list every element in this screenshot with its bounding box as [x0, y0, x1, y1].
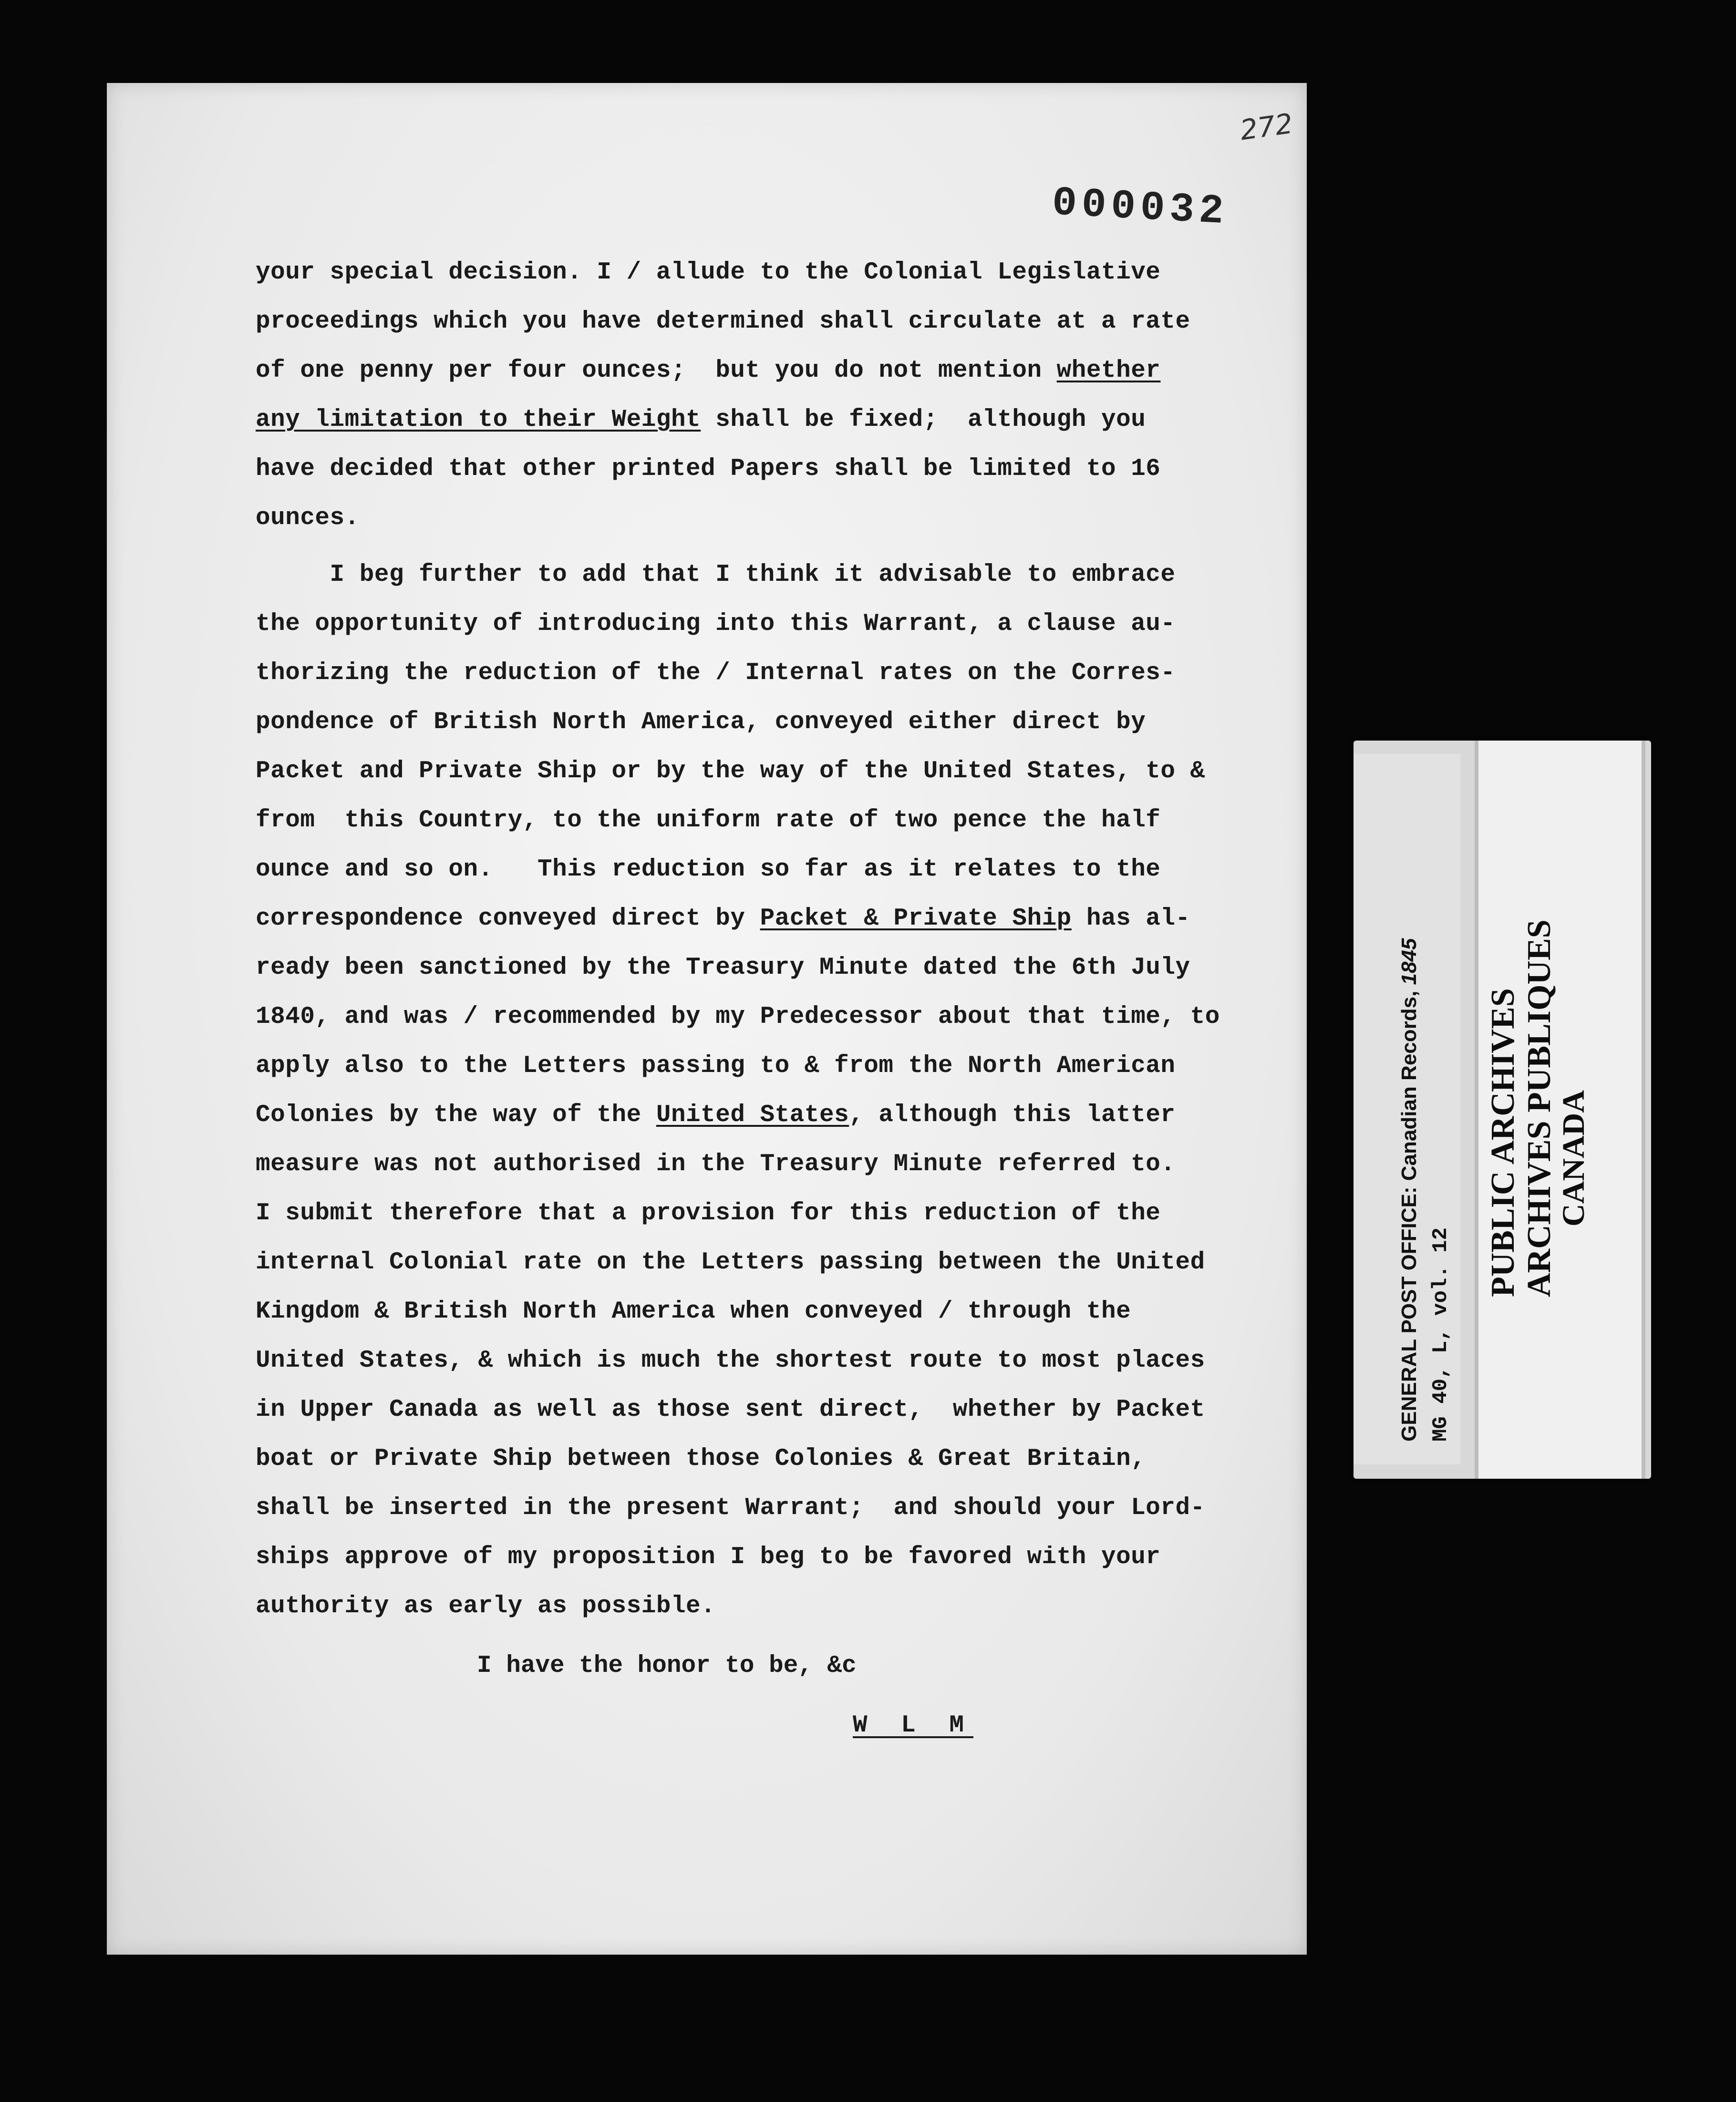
letter-line: from this Country, to the uniform rate of two pence the half [256, 807, 1161, 834]
archive-reference-line-1: GENERAL POST OFFICE: Canadian Records, 1845 [1397, 938, 1421, 1442]
letter-line: I beg further to add that I think it advisable to embrace [256, 561, 1176, 588]
closing-line: I have the honor to be, &c [477, 1652, 857, 1680]
letter-line: ounces. [256, 505, 360, 532]
letter-line: United States, & which is much the shortest route to most places [256, 1347, 1205, 1374]
underlined-phrase: whether [1056, 357, 1161, 384]
underlined-phrase: United States [656, 1102, 849, 1129]
archive-reference-line-2: MG 40, L, vol. 12 [1429, 1227, 1453, 1442]
letter-line: in Upper Canada as well as those sent direct, whether by Packet [256, 1396, 1205, 1423]
letter-line: ready been sanctioned by the Treasury Minute dated the 6th July [256, 954, 1190, 981]
letter-line: Colonies by the way of the United States, although this latter [256, 1102, 1176, 1129]
letter-line: your special decision. I / allude to the Colonial Legislative [256, 259, 1161, 286]
letter-line: thorizing the reduction of the / Internal rates on the Corres- [256, 659, 1176, 687]
letter-line: internal Colonial rate on the Letters passing between the United [256, 1249, 1205, 1276]
letter-line: 1840, and was / recommended by my Predecessor about that time, to [256, 1003, 1220, 1030]
letter-line: ships approve of my proposition I beg to be favored with your [256, 1544, 1161, 1571]
letter-line: I submit therefore that a provision for this reduction of the [256, 1200, 1161, 1227]
letter-line: any limitation to their Weight shall be fixed; although you [256, 406, 1146, 433]
letter-line: boat or Private Ship between those Colonies & Great Britain, [256, 1445, 1146, 1473]
letter-line: ounce and so on. This reduction so far as it relates to the [256, 856, 1161, 883]
letter-line: Packet and Private Ship or by the way of the United States, to & [256, 758, 1205, 785]
letter-line: proceedings which you have determined shall circulate at a rate [256, 308, 1190, 335]
letter-line: pondence of British North America, conveyed either direct by [256, 709, 1146, 736]
letter-line: of one penny per four ounces; but you do not mention whether [256, 357, 1161, 384]
letter-line: apply also to the Letters passing to & from the North American [256, 1052, 1176, 1080]
letter-line: authority as early as possible. [256, 1593, 716, 1620]
institution-country: CANADA [1556, 1090, 1591, 1226]
letter-line: the opportunity of introducing into this Warrant, a clause au- [256, 610, 1176, 638]
letter-line: Kingdom & British North America when conveyed / through the [256, 1298, 1131, 1325]
letter-line: have decided that other printed Papers shall be limited to 16 [256, 455, 1161, 483]
letter-line: shall be inserted in the present Warrant; and should your Lord- [256, 1494, 1205, 1522]
stamp-number: 000032 [1051, 179, 1230, 236]
letter-body [256, 248, 1295, 1631]
letter-line: measure was not authorised in the Treasury Minute referred to. [256, 1151, 1176, 1178]
letter-line: correspondence conveyed direct by Packet & Private Ship has al- [256, 905, 1190, 932]
underlined-phrase: Packet & Private Ship [760, 905, 1072, 932]
institution-name-french: ARCHIVES PUBLIQUES [1521, 919, 1558, 1297]
signature-initials: W L M [853, 1712, 974, 1739]
folio-number: 272 [1238, 107, 1295, 147]
institution-name-english: PUBLIC ARCHIVES [1485, 988, 1521, 1297]
underlined-phrase: any limitation to their Weight [256, 406, 701, 433]
